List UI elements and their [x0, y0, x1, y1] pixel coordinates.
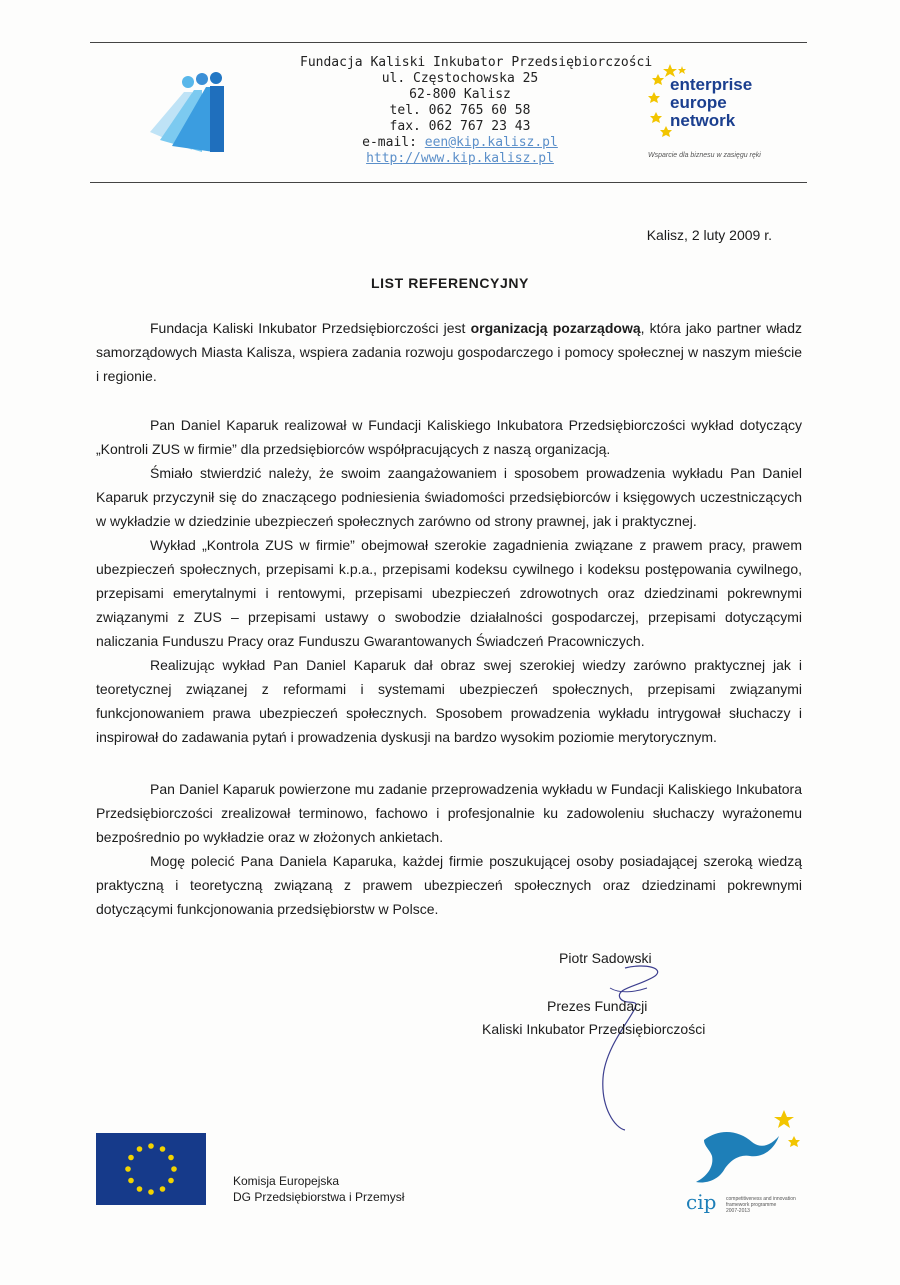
- org-contact-block: [300, 55, 653, 167]
- cip-text: cip: [686, 1190, 717, 1214]
- eu-commission-line1: Komisja Europejska: [233, 1174, 340, 1188]
- paragraph-lecture: Pan Daniel Kaparuk realizował w Fundacji Kaliskiego Inkubatora Przedsiębiorczości wykład dotyczący „Kontroli ZUS w firmie” dla przedsiębiorców współpracujących z naszą organizacją.: [96, 417, 802, 457]
- letter-body-section-2: [96, 413, 802, 749]
- org-name: Fundacja Kaliski Inkubator Przedsiębiorczości: [300, 55, 653, 70]
- header-bottom-rule: [90, 182, 807, 183]
- email-label: e-mail:: [362, 135, 425, 150]
- bold-phrase: organizacją pozarządową: [470, 320, 641, 336]
- signer-role: Prezes Fundacji: [547, 998, 648, 1014]
- paragraph-scope: Wykład „Kontrola ZUS w firmie” obejmował szerokie zagadnienia związane z prawem pracy, prawem ubezpieczeń społecznych, przepisami k.p.a., przepisami kodeksu cywilnego i kodeksu postępowania cywilnego, przepisami emerytalnymi i rentowymi, przepisami ubezpieczeń zdrowotnych oraz dziedzinami pokrewnymi związanymi z ZUS – przepisami ustawy o swobodzie działalności gospodarczej, przepisami dotyczącymi naliczania Funduszu Pracy oraz Funduszu Gwarantowanych Świadczeń Pracowniczych.: [96, 537, 802, 649]
- header-top-rule: [90, 42, 807, 43]
- eu-flag-icon: [96, 1133, 206, 1205]
- signer-name: Piotr Sadowski: [559, 950, 652, 966]
- org-street: ul. Częstochowska 25: [381, 71, 539, 86]
- handwritten-signature: [585, 958, 675, 1138]
- paragraph-recommendation: Mogę polecić Pana Daniela Kaparuka, każdej firmie poszukującej osoby posiadającej szeroką wiedzą praktyczną i teoretyczną związaną z prawem ubezpieczeń społecznych oraz dziedzinami pokrewnymi dotyczącymi funkcjonowania przedsiębiorstw w Polsce.: [96, 853, 802, 917]
- leaping-figure-icon: [684, 1110, 804, 1195]
- cip-subtext: competitiveness and innovation framework programme 2007-2013: [726, 1196, 796, 1214]
- letter-date: Kalisz, 2 luty 2009 r.: [646, 227, 772, 243]
- letter-body: [96, 316, 802, 388]
- org-city: 62-800 Kalisz: [409, 87, 511, 102]
- cip-logo: [684, 1110, 804, 1230]
- een-text-line2: europe: [670, 93, 727, 112]
- eu-commission-text: [233, 1173, 404, 1205]
- een-tagline: Wsparcie dla biznesu w zasięgu ręki: [648, 152, 761, 159]
- eu-stars: [96, 1133, 206, 1205]
- website-link[interactable]: http://www.kip.kalisz.pl: [366, 151, 554, 166]
- letter-title: LIST REFERENCYJNY: [371, 275, 529, 291]
- people-silhouettes-icon: [140, 70, 240, 160]
- kip-logo: [140, 70, 240, 160]
- org-fax: fax. 062 767 23 43: [389, 119, 531, 134]
- paragraph-knowledge: Realizując wykład Pan Daniel Kaparuk dał obraz swej szerokiej wiedzy zarówno praktycznej jak i teoretycznej związanej z reformami i systemami ubezpieczeń społecznych, przepisami związanymi funkcjonowaniem prawa ubezpieczeń społecznych. Sposobem prowadzenia wykładu intrygował słuchaczy i inspirował do zadawania pytań i prowadzenia dyskusji na bardzo wysokim poziomie merytorycznym.: [96, 657, 802, 745]
- signer-organization: Kaliski Inkubator Przedsiębiorczości: [482, 1021, 706, 1037]
- paragraph-completion: Pan Daniel Kaparuk powierzone mu zadanie przeprowadzenia wykładu w Fundacji Kaliskiego Inkubatora Przedsiębiorczości zrealizował terminowo, fachowo i profesjonalnie ku zadowoleniu słuchaczy wyrażonemu bezpośrednio po wykładzie oraz w złożonych ankietach.: [96, 781, 802, 845]
- een-text-line1: enterprise: [670, 75, 753, 94]
- paragraph-engagement: Śmiało stwierdzić należy, że swoim zaangażowaniem i sposobem prowadzenia wykładu Pan Daniel Kaparuk przyczynił się do znaczącego podniesienia świadomości przedsiębiorców i księgowych uczestniczących w wykładzie w dziedzinie ubezpieczeń społecznych zarówno od strony prawnej, jak i praktycznej.: [96, 465, 802, 529]
- een-text-line3: network: [670, 111, 736, 130]
- letter-body-section-3: [96, 777, 802, 921]
- paragraph-intro: Fundacja Kaliski Inkubator Przedsiębiorczości jest organizacją pozarządową, która jako partner władz samorządowych Miasta Kalisza, wspiera zadania rozwoju gospodarczego i pomocy społecznej w naszym mieście i regionie.: [96, 320, 802, 384]
- eu-commission-line2: DG Przedsiębiorstwa i Przemysł: [233, 1190, 405, 1204]
- een-logo: [648, 62, 778, 162]
- email-link[interactable]: een@kip.kalisz.pl: [424, 135, 558, 150]
- org-tel: tel. 062 765 60 58: [389, 103, 531, 118]
- org-email-line: [300, 135, 620, 151]
